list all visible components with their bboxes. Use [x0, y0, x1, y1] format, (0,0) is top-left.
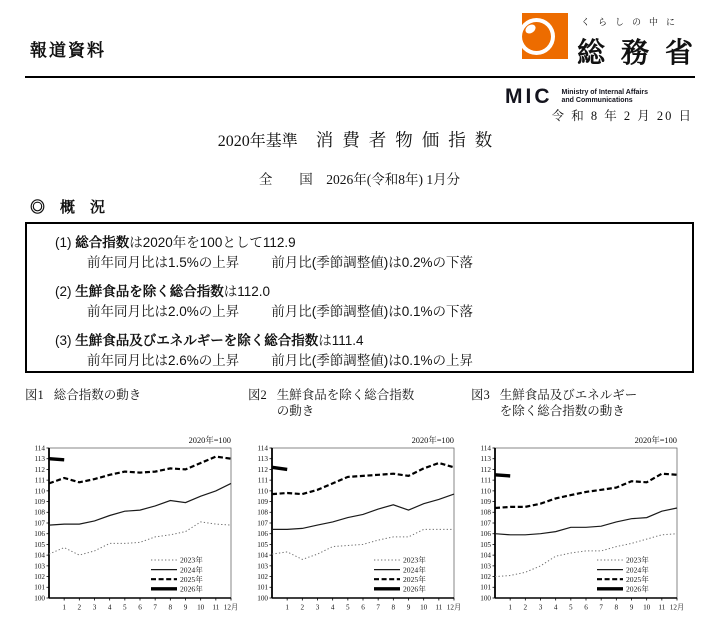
x-tick-label: 11	[658, 603, 666, 612]
x-tick-label: 7	[376, 603, 380, 612]
x-tick-label: 2	[300, 603, 305, 612]
x-tick-label: 4	[107, 603, 112, 612]
y-tick-label: 105	[480, 540, 491, 549]
y-tick-label: 111	[480, 476, 491, 485]
figure-3-title: 生鮮食品及びエネルギーを除く総合指数の動き	[499, 388, 638, 418]
overview-item-2-line1: (2) 生鮮食品を除く総合指数は112.0	[55, 284, 271, 299]
x-tick-label: 11	[212, 603, 220, 612]
y-tick-label: 103	[34, 562, 45, 571]
legend-label: 2024年	[403, 565, 426, 575]
y-tick-label: 109	[480, 497, 491, 506]
legend-label: 2025年	[403, 574, 426, 584]
x-tick-label: 10	[197, 603, 205, 612]
figure-2-line-chart	[248, 433, 462, 626]
x-tick-label: 5	[123, 603, 127, 612]
y-tick-label: 109	[257, 497, 268, 506]
y-tick-label: 102	[34, 572, 45, 581]
figure-1-line-chart	[25, 433, 239, 626]
series-line-2025年	[272, 463, 454, 494]
doc-label: 報道資料	[30, 41, 106, 60]
legend-label: 2026年	[626, 584, 649, 594]
base-year-note: 2020年=100	[411, 436, 454, 445]
x-tick-label: 4	[553, 603, 558, 612]
base-year-note: 2020年=100	[188, 436, 231, 445]
x-tick-label: 6	[138, 603, 142, 612]
ministry-name: 総務省	[576, 38, 709, 69]
y-tick-label: 107	[480, 519, 491, 528]
y-tick-label: 102	[257, 572, 268, 581]
overview-item-1-line2: 前年同月比は1.5%の上昇 前月比(季節調整値)は0.2%の下落	[87, 255, 474, 270]
logo-tagline: くらしの中に	[580, 17, 683, 27]
series-line-2026年	[272, 467, 287, 469]
figure-1-label: 図1	[25, 388, 44, 402]
release-date: 令 和 8 年 2 月 20 日	[551, 109, 693, 123]
overview-item-2	[55, 282, 684, 322]
series-line-2024年	[49, 483, 231, 525]
overview-item-1-line1: (1) 総合指数は2020年を100として112.9	[55, 235, 296, 250]
figure-2	[248, 388, 471, 628]
figure-1	[25, 388, 248, 628]
figure-1-caption	[25, 388, 248, 422]
x-tick-label: 1	[285, 603, 289, 612]
x-tick-label: 2	[77, 603, 82, 612]
legend-label: 2023年	[403, 555, 426, 565]
x-tick-label: 10	[643, 603, 651, 612]
plot-frame	[49, 448, 231, 598]
x-tick-label: 5	[569, 603, 573, 612]
figure-2-title: 生鮮食品を除く総合指数の動き	[276, 388, 415, 418]
y-tick-label: 108	[34, 508, 45, 517]
x-tick-label: 12月	[223, 603, 239, 612]
figure-2-chart	[248, 433, 471, 628]
header-rule	[25, 76, 695, 78]
y-tick-label: 105	[257, 540, 268, 549]
y-tick-label: 100	[34, 594, 45, 603]
y-tick-label: 108	[480, 508, 491, 517]
x-tick-label: 6	[361, 603, 365, 612]
x-tick-label: 11	[435, 603, 443, 612]
x-tick-label: 7	[153, 603, 157, 612]
x-tick-label: 1	[508, 603, 512, 612]
figure-3-label: 図3	[471, 388, 490, 402]
y-tick-label: 114	[34, 444, 45, 453]
y-tick-label: 112	[480, 465, 491, 474]
plot-frame	[272, 448, 454, 598]
document-subtitle: 全 国 2026年(令和8年) 1月分	[258, 172, 461, 187]
overview-heading: ◎ 概 況	[30, 199, 106, 216]
x-tick-label: 9	[183, 603, 188, 612]
y-tick-label: 112	[257, 465, 268, 474]
title-main: 消費者物価指数	[315, 130, 502, 150]
legend-label: 2026年	[403, 584, 426, 594]
y-tick-label: 103	[257, 562, 268, 571]
y-tick-label: 114	[480, 444, 491, 453]
y-tick-label: 104	[480, 551, 491, 560]
x-tick-label: 3	[538, 603, 543, 612]
y-tick-label: 111	[34, 476, 45, 485]
y-tick-label: 104	[257, 551, 268, 560]
y-tick-label: 113	[480, 455, 491, 464]
y-tick-label: 106	[480, 530, 491, 539]
x-tick-label: 5	[346, 603, 350, 612]
figure-3-chart	[471, 433, 694, 628]
y-tick-label: 113	[34, 455, 45, 464]
mic-description-line1: Ministry of Internal Affairs	[561, 88, 648, 96]
figure-3	[471, 388, 694, 628]
y-tick-label: 101	[34, 583, 45, 592]
legend-label: 2023年	[180, 555, 203, 565]
x-tick-label: 9	[629, 603, 634, 612]
legend-label: 2024年	[180, 565, 203, 575]
figure-3-caption	[471, 388, 694, 422]
figures-row	[25, 388, 695, 628]
overview-box	[25, 222, 694, 373]
figure-3-line-chart	[471, 433, 685, 626]
y-tick-label: 100	[257, 594, 268, 603]
y-tick-label: 100	[480, 594, 491, 603]
series-line-2026年	[495, 475, 510, 476]
y-tick-label: 107	[34, 519, 45, 528]
overview-item-3-line2: 前年同月比は2.6%の上昇 前月比(季節調整値)は0.1%の上昇	[87, 353, 474, 368]
y-tick-label: 101	[480, 583, 491, 592]
base-year-note: 2020年=100	[634, 436, 677, 445]
overview-item-2-line2: 前年同月比は2.0%の上昇 前月比(季節調整値)は0.1%の下落	[87, 304, 474, 319]
legend-label: 2026年	[180, 584, 203, 594]
y-tick-label: 110	[480, 487, 491, 496]
overview-item-3	[55, 331, 684, 371]
y-tick-label: 112	[34, 465, 45, 474]
overview-item-1	[55, 233, 684, 273]
legend-label: 2023年	[626, 555, 649, 565]
legend-label: 2025年	[180, 574, 203, 584]
x-tick-label: 8	[391, 603, 396, 612]
series-line-2024年	[495, 508, 677, 535]
x-tick-label: 2	[523, 603, 528, 612]
x-tick-label: 8	[614, 603, 619, 612]
mic-wordmark: MIC	[505, 85, 553, 108]
y-tick-label: 108	[257, 508, 268, 517]
series-line-2023年	[495, 534, 677, 577]
document-title	[0, 127, 719, 152]
y-tick-label: 106	[257, 530, 268, 539]
y-tick-label: 107	[257, 519, 268, 528]
y-tick-label: 103	[480, 562, 491, 571]
y-tick-label: 106	[34, 530, 45, 539]
series-line-2025年	[495, 474, 677, 508]
series-line-2026年	[49, 459, 64, 460]
x-tick-label: 6	[584, 603, 588, 612]
title-base-year: 2020年基準	[217, 133, 298, 150]
y-tick-label: 101	[257, 583, 268, 592]
y-tick-label: 114	[257, 444, 268, 453]
y-tick-label: 109	[34, 497, 45, 506]
figure-2-caption	[248, 388, 471, 422]
x-tick-label: 4	[330, 603, 335, 612]
figure-1-chart	[25, 433, 248, 628]
y-tick-label: 104	[34, 551, 45, 560]
mic-logo	[522, 13, 709, 71]
x-tick-label: 7	[599, 603, 603, 612]
mic-logo-icon	[522, 13, 568, 59]
x-tick-label: 12月	[669, 603, 685, 612]
logo-text	[576, 13, 709, 71]
x-tick-label: 12月	[446, 603, 462, 612]
y-tick-label: 102	[480, 572, 491, 581]
y-tick-label: 105	[34, 540, 45, 549]
y-tick-label: 111	[257, 476, 268, 485]
legend-label: 2025年	[626, 574, 649, 584]
figure-1-title: 総合指数の動き	[53, 388, 142, 402]
mic-description	[562, 89, 648, 106]
series-line-2025年	[49, 457, 231, 484]
y-tick-label: 113	[257, 455, 268, 464]
x-tick-label: 3	[92, 603, 97, 612]
series-line-2023年	[49, 522, 231, 555]
overview-item-3-line1: (3) 生鮮食品及びエネルギーを除く総合指数は111.4	[55, 333, 364, 348]
series-line-2023年	[272, 529, 454, 559]
x-tick-label: 10	[420, 603, 428, 612]
plot-frame	[495, 448, 677, 598]
y-tick-label: 110	[34, 487, 45, 496]
figure-2-label: 図2	[248, 388, 267, 402]
x-tick-label: 3	[315, 603, 320, 612]
mic-description-line2: and Communications	[561, 97, 633, 104]
x-tick-label: 9	[406, 603, 411, 612]
legend-label: 2024年	[626, 565, 649, 575]
x-tick-label: 1	[62, 603, 66, 612]
x-tick-label: 8	[168, 603, 173, 612]
y-tick-label: 110	[257, 487, 268, 496]
series-line-2024年	[272, 494, 454, 529]
